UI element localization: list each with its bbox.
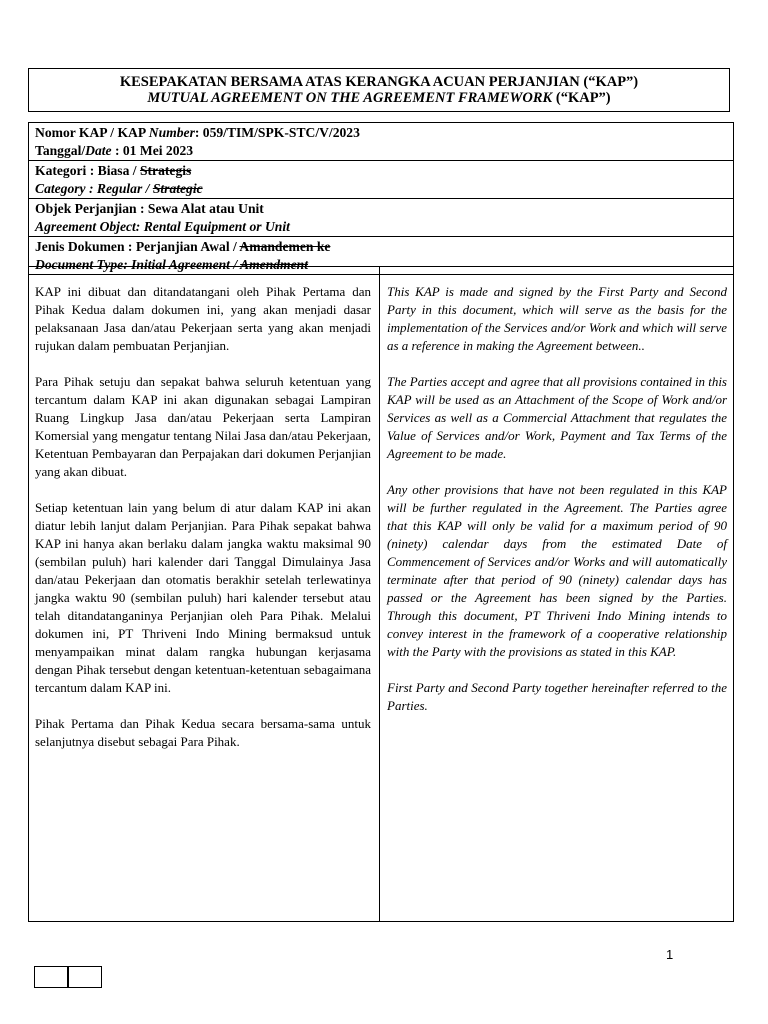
kap-metadata-table <box>28 122 734 275</box>
category-id-struck: Strategis <box>139 163 192 178</box>
document-type-id: Jenis Dokumen : Perjanjian Awal / Amandemen ke <box>35 239 331 254</box>
category-en-struck: Strategic <box>152 181 203 196</box>
agreement-object-id: Objek Perjanjian : Sewa Alat atau Unit <box>35 201 264 216</box>
id-paragraph: Para Pihak setuju dan sepakat bahwa seluruh ketentuan yang tercantum dalam KAP ini akan digunakan sebagai Lampiran Ruang Lingkup Jasa dan/atau Pekerjaan serta Lampiran Komersial yang mengatur tentang Nilai Jasa dan/atau Pekerjaan, Ketentuan Pembayaran dan Perpajakan dari dokumen Perjanjian yang akan dibuat. <box>35 374 371 479</box>
kap-number-value: : 059/TIM/SPK-STC/V/2023 <box>194 125 360 140</box>
title-indonesian: KESEPAKATAN BERSAMA ATAS KERANGKA ACUAN PERJANJIAN (“KAP”) <box>119 74 639 90</box>
kap-date-label: Tanggal/ <box>35 143 86 158</box>
kap-number <box>35 124 733 142</box>
document-type-en: Document Type: Initial Agreement / Amendment <box>35 257 309 272</box>
title-english-main: MUTUAL AGREEMENT ON THE AGREEMENT FRAMEWORK <box>147 90 553 106</box>
kap-number-label: Nomor KAP / KAP <box>35 125 149 140</box>
kap-date <box>35 142 733 160</box>
title-english-suffix: (“KAP”) <box>552 90 611 106</box>
initial-box-first-party <box>34 966 68 988</box>
page-number: 1 <box>666 947 674 962</box>
id-paragraph: Setiap ketentuan lain yang belum di atur dalam KAP ini akan diatur lebih lanjut dalam Perjanjian. Para Pihak sepakat bahwa KAP ini hanya akan berlaku dalam jangka waktu maksimal 90 (sembilan puluh) hari kalender dari Tanggal Dimulainya Jasa dan/atau Pekerjaan dan otomatis berakhir setelah terlewatinya jangka waktu 90 (sembilan puluh) hari kalender tersebut atau telah ditandatanganinya Perjanjian oleh Para Pihak. Melalui dokumen ini, PT Thriveni Indo Mining bermaksud untuk menyampaikan minat dalam rangka hubungan kerjasama dengan Pihak tersebut dengan ketentuan-ketentuan sebagaimana tercantum dalam KAP ini. <box>35 500 371 695</box>
en-paragraph: Any other provisions that have not been regulated in this KAP will be further regulated in the Agreement. The Parties agree that this KAP will only be valid for a maximum period of 90 (ninety) calendar days from the estimated Date of Commencement of Services and/or Works and will automatically terminate after that period of 90 (ninety) calendar days has passed or the Agreement has been signed by the Parties. Through this document, PT Thriveni Indo Mining intends to convey interest in the framework of a cooperative relationship with the Party with the provisions as stated in this KAP. <box>387 482 727 659</box>
kap-date-label-en: Date <box>85 143 112 158</box>
title-english <box>29 90 729 106</box>
document-type-en-struck: Amendment <box>240 257 309 272</box>
meta-row-object <box>29 199 734 237</box>
kap-number-label-en: Number <box>148 125 195 140</box>
en-paragraph: The Parties accept and agree that all provisions contained in this KAP will be used as an Attachment of the Scope of Work and/or Services as well as a Commercial Attachment that regulates the Value of Services and/or Work, Payment and Tax Terms of the Agreement to be made. <box>387 374 727 461</box>
bilingual-body-table <box>28 266 734 922</box>
category-en: Category : Regular / Strategic <box>35 181 203 196</box>
initial-box-second-party <box>68 966 102 988</box>
meta-row-number-date <box>29 123 734 161</box>
category-id: Kategori : Biasa / Strategis <box>35 163 192 178</box>
document-type-id-struck: Amandemen ke <box>239 239 331 254</box>
kap-date-value: : 01 Mei 2023 <box>111 143 194 158</box>
english-column <box>380 267 734 922</box>
id-paragraph: KAP ini dibuat dan ditandatangani oleh Pihak Pertama dan Pihak Kedua dalam dokumen ini, yang akan menjadi dasar pelaksanaan Jasa dan/atau Pekerjaan serta yang akan menjadi rujukan dalam pembuatan Perjanjian. <box>35 284 371 353</box>
document-title-box <box>28 68 730 112</box>
agreement-object-en: Agreement Object: Rental Equipment or Unit <box>35 219 290 234</box>
en-paragraph: First Party and Second Party together hereinafter referred to the Parties. <box>387 680 727 713</box>
en-paragraph: This KAP is made and signed by the First Party and Second Party in this document, which will serve as the basis for the implementation of the Services and/or Work and which will serve as a reference in making the Agreement between.. <box>387 284 727 353</box>
indonesian-column <box>29 267 380 922</box>
meta-row-category <box>29 161 734 199</box>
id-paragraph: Pihak Pertama dan Pihak Kedua secara bersama-sama untuk selanjutnya disebut sebagai Para Pihak. <box>35 716 371 749</box>
